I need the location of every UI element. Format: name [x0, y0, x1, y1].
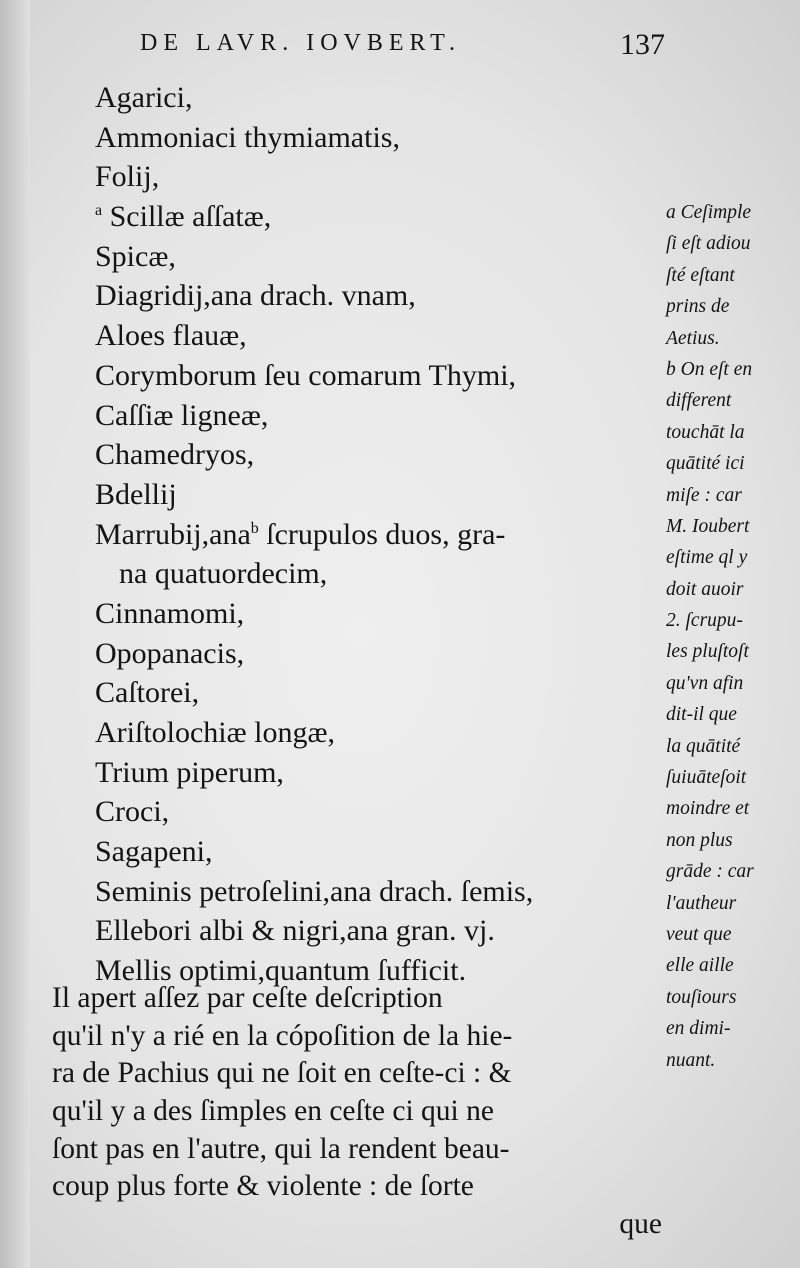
- body-paragraph: [52, 980, 662, 1244]
- note-marker-a: a: [95, 202, 103, 220]
- running-head: DE LAVR. IOVBERT.: [140, 30, 461, 56]
- margin-note-line: les pluſtoſt: [666, 641, 749, 663]
- margin-note-line: ſté eſtant: [666, 264, 735, 286]
- margin-note-line: dit-il que: [666, 704, 737, 726]
- recipe-line: Aloes flauæ,: [95, 319, 247, 353]
- margin-note-line: Aetius.: [666, 327, 720, 349]
- paragraph-line: Il apert aſſez par ceſte deſcription: [52, 982, 443, 1014]
- margin-note-line: grāde : car: [666, 861, 754, 883]
- catchword: que: [619, 1208, 662, 1241]
- recipe-line: Seminis petroſelini,ana drach. ſemis,: [95, 874, 534, 908]
- paragraph-line: coup plus forte & violente : de ſorte: [52, 1170, 474, 1203]
- recipe-line: Caſtorei,: [95, 676, 200, 710]
- margin-note-line: miſe : car: [666, 484, 742, 506]
- recipe-line: Mellis optimi,quantum ſufficit.: [95, 954, 467, 988]
- margin-note-line: veut que: [666, 923, 732, 945]
- page-number: 137: [620, 28, 665, 61]
- note-marker-b: b: [250, 519, 259, 537]
- recipe-line: Diagridij,ana drach. vnam,: [95, 279, 416, 313]
- margin-note-line: prins de: [666, 296, 730, 318]
- recipe-line: Caſſiæ ligneæ,: [95, 398, 269, 432]
- recipe-line: Chamedryos,: [95, 438, 255, 472]
- margin-note-line: doit auoir: [666, 578, 744, 600]
- recipe-line: Bdellij: [95, 477, 177, 511]
- recipe-list: [95, 78, 665, 991]
- recipe-line: Folij,: [95, 160, 160, 194]
- margin-note-line: ſuiuāteſoit: [666, 767, 747, 789]
- margin-note-line: b On eſt en: [666, 358, 753, 380]
- recipe-line: Agarici,: [95, 81, 193, 114]
- recipe-line: Corymborum ſeu comarum Thymi,: [95, 358, 517, 392]
- margin-note-line: non plus: [666, 829, 733, 851]
- margin-note-line: a Ceſimple: [666, 202, 752, 223]
- paragraph-line: qu'il n'y a rié en la cópoſition de la hie-: [52, 1019, 513, 1052]
- margin-note-line: la quātité: [666, 735, 741, 757]
- recipe-line-text: Scillæ aſſatæ,: [109, 200, 272, 234]
- margin-note-line: nuant.: [666, 1049, 716, 1071]
- recipe-line: Cinnamomi,: [95, 596, 245, 630]
- recipe-line: Ariſtolochiæ longæ,: [95, 716, 335, 749]
- paragraph-line: qu'il y a des ſimples en ceſte ci qui ne: [52, 1095, 494, 1128]
- recipe-line-prefix: Marrubij,ana: [95, 517, 251, 551]
- margin-note-line: different: [666, 390, 732, 412]
- recipe-line: Spicæ,: [95, 239, 176, 273]
- margin-note-line: touchāt la: [666, 421, 745, 443]
- margin-note-line: l'autheur: [666, 892, 737, 914]
- margin-note-line: en dimi-: [666, 1018, 731, 1040]
- recipe-line-text: ſcrupulos duos, gra-: [266, 517, 506, 551]
- margin-note-line: 2. ſcrupu-: [666, 610, 743, 632]
- recipe-line: Opopanacis,: [95, 636, 245, 670]
- recipe-line: [95, 197, 665, 237]
- page-header: [140, 30, 680, 70]
- recipe-line: na quatuordecim,: [119, 557, 328, 591]
- margin-note-line: ſi eſt adiou: [666, 233, 751, 255]
- recipe-line: Ammoniaci thymiamatis,: [95, 120, 400, 154]
- margin-note-line: quātité ici: [666, 453, 745, 475]
- margin-note-line: elle aille: [666, 955, 734, 977]
- margin-note-line: eſtime ql y: [666, 547, 748, 569]
- margin-note-line: M. Ioubert: [666, 515, 750, 537]
- recipe-line: Trium piperum,: [95, 755, 284, 789]
- margin-note-line: qu'vn afin: [666, 672, 744, 694]
- recipe-line: Croci,: [95, 795, 170, 829]
- recipe-line: [95, 515, 665, 555]
- paragraph-line: ra de Pachius qui ne ſoit en ceſte-ci : &: [52, 1057, 512, 1090]
- margin-notes: [666, 197, 798, 1076]
- margin-note-line: touſiours: [666, 986, 737, 1008]
- margin-note-line: moindre et: [666, 798, 750, 820]
- page-gutter: [0, 0, 30, 1268]
- paragraph-line: ſont pas en l'autre, qui la rendent beau-: [52, 1132, 510, 1165]
- recipe-line: Sagapeni,: [95, 835, 213, 869]
- recipe-line: Ellebori albi & nigri,ana gran. vj.: [95, 914, 495, 948]
